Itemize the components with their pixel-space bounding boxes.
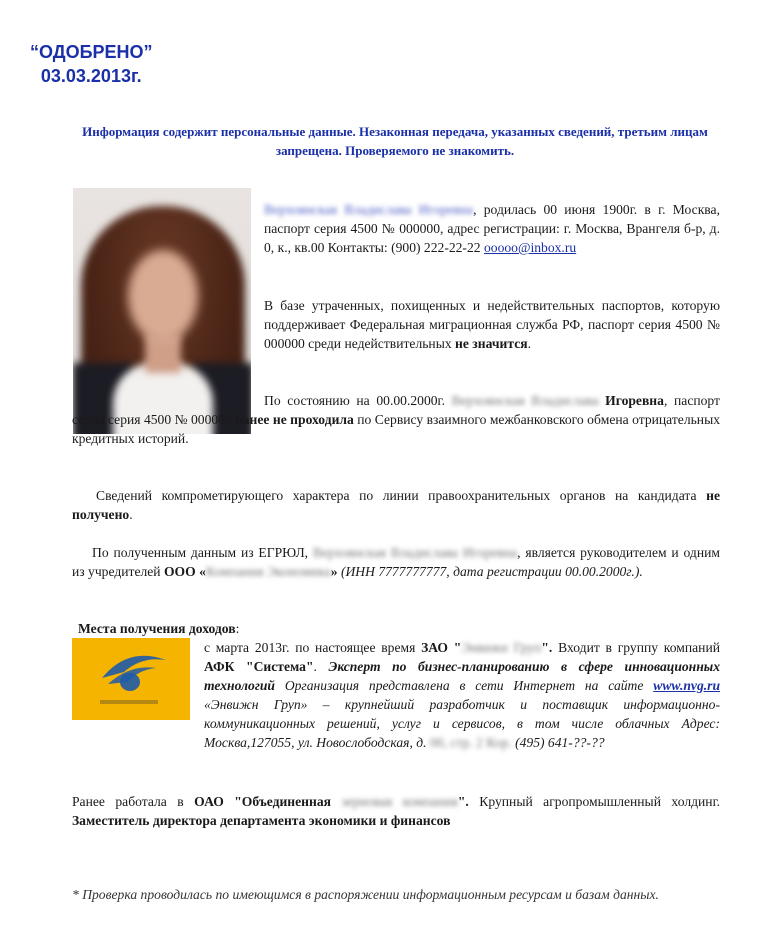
income-period: с марта 2013г. по настоящее время xyxy=(204,640,422,655)
egrul-paragraph xyxy=(72,543,720,581)
job-position: Эксперт по бизнес-планированию в сфере инновационных технологий xyxy=(204,659,721,693)
egrul-inn: (ИНН 7777777777, дата регистрации 00.00.2000г.). xyxy=(337,564,643,579)
passport-check-paragraph xyxy=(264,296,720,353)
law-enforcement-paragraph xyxy=(72,486,720,524)
employer-group-name: АФК "Система" xyxy=(204,659,314,674)
employer-phone: (495) 641-??-?? xyxy=(511,735,605,750)
egrul-org-suffix: » xyxy=(330,564,338,579)
passport-check-end: . xyxy=(527,336,531,351)
confidentiality-notice: Информация содержит персональные данные. Незаконная передача, указанных сведений, третьим лицам запрещена. Проверяемого не знакомить. xyxy=(82,124,708,158)
credit-history-name-redacted: Верхоянская Владислава xyxy=(451,393,599,408)
footnote: * Проверка проводилась по имеющимся в распоряжении информационным ресурсам и базам данных. xyxy=(72,887,659,902)
credit-history-passport: , паспорт серия серия 4500 № 000000 xyxy=(72,393,720,427)
law-enforcement-result: не получено xyxy=(72,488,720,522)
credit-history-text: по Сервису взаимного межбанковского обмена отрицательных кредитных историй. xyxy=(72,412,721,446)
employer-name-redacted: Энвижн Груп xyxy=(461,640,542,655)
egrul-role: , является руководителем и одним из учредителей xyxy=(72,545,720,579)
employer-web-text: Организация представлена в сети Интернет на сайте xyxy=(274,678,654,693)
credit-history-patronymic: Игоревна xyxy=(605,393,664,408)
previous-job-intro: Ранее работала в xyxy=(72,794,195,809)
credit-history-intro: По состоянию на 00.00.2000г. xyxy=(264,393,452,408)
credit-history-paragraph xyxy=(72,391,720,448)
approval-stamp xyxy=(30,40,153,88)
employer-address-redacted: 00, стр. 2 Кор. xyxy=(429,735,512,750)
egrul-intro: По полученным данным из ЕГРЮЛ, xyxy=(92,545,313,560)
passport-check-text: В базе утраченных, похищенных и недействительных паспортов, которую поддерживает Федеральная миграционная служба РФ, паспорт серия 4500 № 000000 среди недействительных xyxy=(264,298,720,351)
candidate-details: , родилась 00 июня 1900г. в г. Москва, паспорт серия 4500 № 000000, адрес регистрации: г. Москва, Врангеля б-р, д. 0, к., кв.00 Контакты: (900) 222-22-22 xyxy=(264,202,720,255)
candidate-identity-paragraph xyxy=(264,200,720,257)
law-enforcement-text: Сведений компрометирующего характера по линии правоохранительных органов на кандидата xyxy=(96,488,707,503)
approval-date: 03.03.2013г. xyxy=(40,66,142,86)
candidate-name-redacted: Верхоянская Владислава Игоревна xyxy=(264,202,474,217)
approval-label: “ОДОБРЕНО” xyxy=(30,42,153,62)
income-sources-title: Места получения доходов xyxy=(78,621,236,636)
egrul-org-prefix: ООО « xyxy=(163,564,206,579)
previous-employer-redacted: зерновая компания xyxy=(341,794,458,809)
previous-job-position: Заместитель директора департамента экономики и финансов xyxy=(72,813,451,828)
employer-description: «Энвижн Груп» – крупнейший разработчик и поставщик информационно-коммуникационных решений, услуг и сервисов, в том числе облачных Адрес: Москва,127055, ул. Новослободская, д. xyxy=(204,697,720,750)
candidate-email-link[interactable]: ooooo@inbox.ru xyxy=(483,240,577,255)
previous-employer-suffix: ". xyxy=(457,794,469,809)
egrul-org-redacted: Компания Экономика xyxy=(205,564,331,579)
employer-logo xyxy=(72,638,190,720)
employer-group-text: Входит в группу компаний xyxy=(552,640,720,655)
law-enforcement-end: . xyxy=(129,507,133,522)
previous-employer-prefix: ОАО "Объединенная xyxy=(194,794,342,809)
income-sources-colon: : xyxy=(235,621,240,636)
egrul-name-redacted: Верхоянская Владислава Игоревна xyxy=(312,545,518,560)
previous-job-paragraph xyxy=(72,792,720,830)
employer-sep: . xyxy=(313,659,329,674)
employer-prefix: ЗАО " xyxy=(421,640,462,655)
previous-employer-description: Крупный агропромышленный холдинг. xyxy=(468,794,721,809)
passport-check-result: не значится xyxy=(455,336,528,351)
employer-website-link[interactable]: www.nvg.ru xyxy=(653,678,720,693)
employer-suffix: ". xyxy=(541,640,553,655)
credit-history-result: ранее не проходила xyxy=(235,412,354,427)
